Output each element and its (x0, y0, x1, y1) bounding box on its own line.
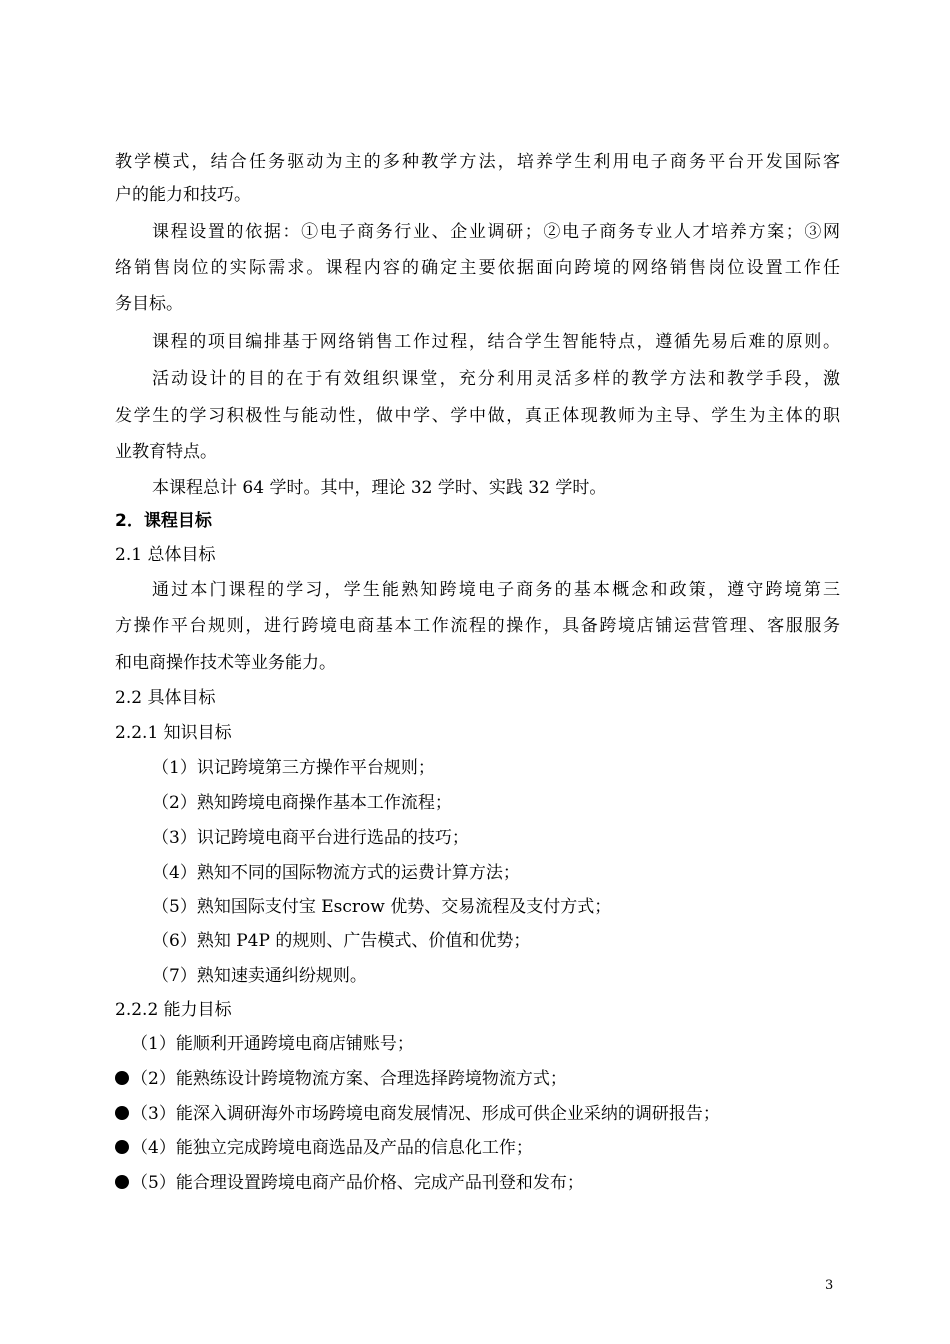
list-item: （5）熟知国际支付宝 Escrow 优势、交易流程及支付方式； (152, 897, 612, 917)
bullet-list-item (115, 1067, 840, 1091)
subsubsection-heading: 2.2.1 知识目标 (115, 723, 232, 743)
paragraph-line: 务目标。 (115, 294, 183, 314)
list-item: （1）识记跨境第三方操作平台规则； (152, 758, 435, 778)
list-item: （4）熟知不同的国际物流方式的运费计算方法； (152, 863, 520, 883)
bullet-icon (115, 1106, 129, 1120)
section-heading: 2．课程目标 (115, 511, 212, 531)
paragraph-line: 方操作平台规则，进行跨境电商基本工作流程的操作，具备跨境店铺运营管理、客服服务 (115, 616, 840, 636)
paragraph-line: 课程的项目编排基于网络销售工作过程，结合学生智能特点，遵循先易后难的原则。 (152, 332, 840, 352)
subsubsection-heading: 2.2.2 能力目标 (115, 1000, 232, 1020)
paragraph-line: 通过本门课程的学习，学生能熟知跨境电子商务的基本概念和政策，遵守跨境第三 (152, 580, 840, 600)
paragraph-line: 课程设置的依据：①电子商务行业、企业调研；②电子商务专业人才培养方案；③网 (152, 222, 840, 242)
paragraph-line: 业教育特点。 (115, 442, 217, 462)
list-item: （6）熟知 P4P 的规则、广告模式、价值和优势； (152, 931, 531, 951)
paragraph-line: 发学生的学习积极性与能动性，做中学、学中做，真正体现教师为主导、学生为主体的职 (115, 406, 840, 426)
bullet-icon (115, 1140, 129, 1154)
subsection-heading: 2.1 总体目标 (115, 545, 216, 565)
page-number: 3 (825, 1278, 834, 1293)
bullet-list-item (115, 1136, 840, 1160)
list-item-text: （5）能合理设置跨境电商产品价格、完成产品刊登和发布； (131, 1173, 584, 1193)
paragraph-line: 教学模式，结合任务驱动为主的多种教学方法，培养学生利用电子商务平台开发国际客 (115, 152, 840, 172)
list-item-text: （2）能熟练设计跨境物流方案、合理选择跨境物流方式； (131, 1069, 567, 1089)
list-item: （1）能顺利开通跨境电商店铺账号； (131, 1034, 414, 1054)
list-item: （2）熟知跨境电商操作基本工作流程； (152, 793, 452, 813)
list-item-text: （4）能独立完成跨境电商选品及产品的信息化工作； (131, 1138, 533, 1158)
bullet-icon (115, 1071, 129, 1085)
list-item: （3）识记跨境电商平台进行选品的技巧； (152, 828, 469, 848)
paragraph-line: 和电商操作技术等业务能力。 (115, 653, 336, 673)
bullet-list-item (115, 1102, 840, 1126)
subsection-heading: 2.2 具体目标 (115, 688, 216, 708)
list-item-text: （3）能深入调研海外市场跨境电商发展情况、形成可供企业采纳的调研报告； (131, 1104, 720, 1124)
list-item: （7）熟知速卖通纠纷规则。 (152, 966, 367, 986)
paragraph-line: 户的能力和技巧。 (115, 185, 251, 205)
paragraph-line: 本课程总计 64 学时。其中，理论 32 学时、实践 32 学时。 (152, 478, 607, 498)
paragraph-line: 活动设计的目的在于有效组织课堂，充分利用灵活多样的教学方法和教学手段，激 (152, 369, 840, 389)
bullet-icon (115, 1175, 129, 1189)
bullet-list-item (115, 1171, 840, 1195)
paragraph-line: 络销售岗位的实际需求。课程内容的确定主要依据面向跨境的网络销售岗位设置工作任 (115, 258, 840, 278)
